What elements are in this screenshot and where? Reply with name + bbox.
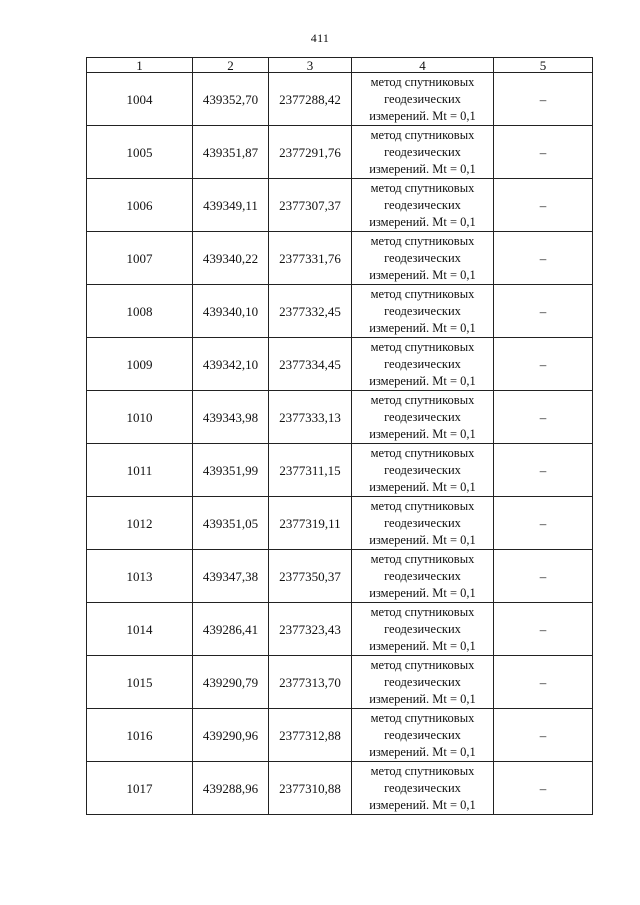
- note-cell: [494, 391, 593, 444]
- point-number-cell: 1012: [87, 497, 193, 550]
- note-cell: [494, 285, 593, 338]
- method-line: геодезических: [384, 515, 461, 530]
- method-cell: [352, 391, 494, 444]
- method-line: геодезических: [384, 462, 461, 477]
- method-line: измерений. Mt = 0,1: [369, 214, 476, 229]
- x-coordinate-cell: 439288,96: [193, 762, 269, 815]
- column-header-5: 5: [494, 58, 593, 73]
- method-line: метод спутниковых: [370, 710, 475, 725]
- column-header-3: 3: [269, 58, 352, 73]
- table-row: [87, 285, 593, 338]
- point-number-cell: 1015: [87, 656, 193, 709]
- method-line: метод спутниковых: [370, 445, 475, 460]
- x-coordinate-cell: 439340,22: [193, 232, 269, 285]
- method-line: геодезических: [384, 621, 461, 636]
- table-row: [87, 444, 593, 497]
- method-line: геодезических: [384, 409, 461, 424]
- y-coordinate-cell: 2377312,88: [269, 709, 352, 762]
- note-dash: –: [539, 250, 547, 266]
- method-line: метод спутниковых: [370, 286, 475, 301]
- method-cell: [352, 232, 494, 285]
- note-dash: –: [539, 462, 547, 478]
- method-line: геодезических: [384, 780, 461, 795]
- note-dash: –: [539, 568, 547, 584]
- note-cell: [494, 338, 593, 391]
- method-line: метод спутниковых: [370, 233, 475, 248]
- x-coordinate-cell: 439349,11: [193, 179, 269, 232]
- y-coordinate-cell: 2377313,70: [269, 656, 352, 709]
- method-cell: [352, 338, 494, 391]
- table-row: [87, 709, 593, 762]
- y-coordinate-cell: 2377331,76: [269, 232, 352, 285]
- table-row: [87, 391, 593, 444]
- point-number-cell: 1016: [87, 709, 193, 762]
- method-line: метод спутниковых: [370, 657, 475, 672]
- table-row: [87, 73, 593, 126]
- x-coordinate-cell: 439351,87: [193, 126, 269, 179]
- point-number-cell: 1007: [87, 232, 193, 285]
- x-coordinate-cell: 439352,70: [193, 73, 269, 126]
- method-line: измерений. Mt = 0,1: [369, 532, 476, 547]
- column-header-2: 2: [193, 58, 269, 73]
- method-line: измерений. Mt = 0,1: [369, 161, 476, 176]
- note-cell: [494, 179, 593, 232]
- table-header: [87, 58, 593, 73]
- method-line: метод спутниковых: [370, 498, 475, 513]
- method-line: метод спутниковых: [370, 74, 475, 89]
- method-line: измерений. Mt = 0,1: [369, 267, 476, 282]
- y-coordinate-cell: 2377334,45: [269, 338, 352, 391]
- point-number-cell: 1008: [87, 285, 193, 338]
- method-line: геодезических: [384, 303, 461, 318]
- note-dash: –: [539, 144, 547, 160]
- table-row: [87, 603, 593, 656]
- table-row: [87, 338, 593, 391]
- method-line: измерений. Mt = 0,1: [369, 638, 476, 653]
- method-line: измерений. Mt = 0,1: [369, 585, 476, 600]
- method-cell: [352, 550, 494, 603]
- point-number-cell: 1010: [87, 391, 193, 444]
- table-row: [87, 762, 593, 815]
- point-number-cell: 1017: [87, 762, 193, 815]
- table-row: [87, 497, 593, 550]
- column-header-4: 4: [352, 58, 494, 73]
- x-coordinate-cell: 439290,79: [193, 656, 269, 709]
- method-line: геодезических: [384, 144, 461, 159]
- y-coordinate-cell: 2377310,88: [269, 762, 352, 815]
- method-cell: [352, 497, 494, 550]
- note-dash: –: [539, 674, 547, 690]
- point-number-cell: 1011: [87, 444, 193, 497]
- note-dash: –: [539, 356, 547, 372]
- note-cell: [494, 656, 593, 709]
- note-cell: [494, 497, 593, 550]
- column-header-1: 1: [87, 58, 193, 73]
- note-dash: –: [539, 621, 547, 637]
- y-coordinate-cell: 2377350,37: [269, 550, 352, 603]
- method-line: геодезических: [384, 356, 461, 371]
- method-line: измерений. Mt = 0,1: [369, 797, 476, 812]
- method-line: метод спутниковых: [370, 551, 475, 566]
- method-line: геодезических: [384, 674, 461, 689]
- method-cell: [352, 603, 494, 656]
- note-dash: –: [539, 91, 547, 107]
- y-coordinate-cell: 2377319,11: [269, 497, 352, 550]
- point-number-cell: 1005: [87, 126, 193, 179]
- method-line: измерений. Mt = 0,1: [369, 426, 476, 441]
- method-line: геодезических: [384, 568, 461, 583]
- y-coordinate-cell: 2377291,76: [269, 126, 352, 179]
- note-cell: [494, 444, 593, 497]
- point-number-cell: 1013: [87, 550, 193, 603]
- method-cell: [352, 73, 494, 126]
- table-row: [87, 179, 593, 232]
- y-coordinate-cell: 2377288,42: [269, 73, 352, 126]
- y-coordinate-cell: 2377323,43: [269, 603, 352, 656]
- method-line: измерений. Mt = 0,1: [369, 373, 476, 388]
- point-number-cell: 1004: [87, 73, 193, 126]
- note-dash: –: [539, 197, 547, 213]
- note-cell: [494, 603, 593, 656]
- method-line: метод спутниковых: [370, 339, 475, 354]
- method-line: измерений. Mt = 0,1: [369, 479, 476, 494]
- method-line: метод спутниковых: [370, 180, 475, 195]
- method-line: метод спутниковых: [370, 604, 475, 619]
- method-line: измерений. Mt = 0,1: [369, 691, 476, 706]
- method-cell: [352, 656, 494, 709]
- method-cell: [352, 762, 494, 815]
- note-cell: [494, 550, 593, 603]
- method-cell: [352, 285, 494, 338]
- method-line: измерений. Mt = 0,1: [369, 320, 476, 335]
- x-coordinate-cell: 439347,38: [193, 550, 269, 603]
- method-cell: [352, 444, 494, 497]
- note-dash: –: [539, 303, 547, 319]
- method-line: измерений. Mt = 0,1: [369, 744, 476, 759]
- x-coordinate-cell: 439340,10: [193, 285, 269, 338]
- table-row: [87, 126, 593, 179]
- method-cell: [352, 709, 494, 762]
- note-cell: [494, 232, 593, 285]
- note-dash: –: [539, 515, 547, 531]
- note-cell: [494, 126, 593, 179]
- note-cell: [494, 73, 593, 126]
- method-line: метод спутниковых: [370, 127, 475, 142]
- point-number-cell: 1006: [87, 179, 193, 232]
- y-coordinate-cell: 2377333,13: [269, 391, 352, 444]
- method-cell: [352, 179, 494, 232]
- x-coordinate-cell: 439351,99: [193, 444, 269, 497]
- table-body: [87, 73, 593, 815]
- x-coordinate-cell: 439343,98: [193, 391, 269, 444]
- method-line: геодезических: [384, 197, 461, 212]
- point-number-cell: 1009: [87, 338, 193, 391]
- method-line: геодезических: [384, 91, 461, 106]
- y-coordinate-cell: 2377332,45: [269, 285, 352, 338]
- point-number-cell: 1014: [87, 603, 193, 656]
- method-line: метод спутниковых: [370, 763, 475, 778]
- table-row: [87, 550, 593, 603]
- method-line: геодезических: [384, 250, 461, 265]
- x-coordinate-cell: 439351,05: [193, 497, 269, 550]
- method-line: измерений. Mt = 0,1: [369, 108, 476, 123]
- coordinates-table: [86, 57, 593, 815]
- x-coordinate-cell: 439290,96: [193, 709, 269, 762]
- page-number: 411: [310, 31, 330, 45]
- note-dash: –: [539, 780, 547, 796]
- method-line: геодезических: [384, 727, 461, 742]
- y-coordinate-cell: 2377311,15: [269, 444, 352, 497]
- y-coordinate-cell: 2377307,37: [269, 179, 352, 232]
- note-dash: –: [539, 409, 547, 425]
- method-cell: [352, 126, 494, 179]
- note-cell: [494, 709, 593, 762]
- header-row: [87, 58, 593, 73]
- table-row: [87, 232, 593, 285]
- note-dash: –: [539, 727, 547, 743]
- table-row: [87, 656, 593, 709]
- x-coordinate-cell: 439286,41: [193, 603, 269, 656]
- x-coordinate-cell: 439342,10: [193, 338, 269, 391]
- method-line: метод спутниковых: [370, 392, 475, 407]
- note-cell: [494, 762, 593, 815]
